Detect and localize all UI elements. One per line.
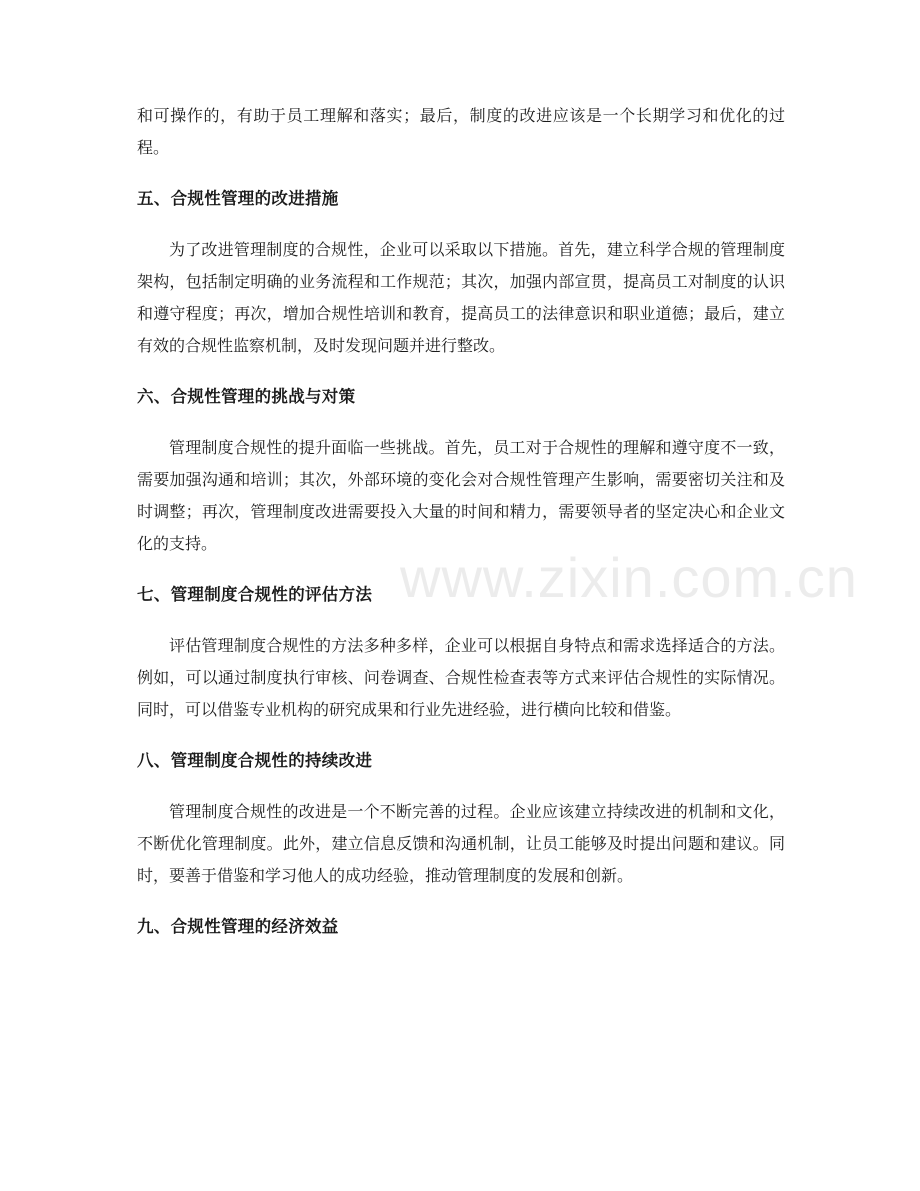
section-9-heading: 九、合规性管理的经济效益: [137, 917, 339, 936]
section-7-heading: 七、管理制度合规性的评估方法: [137, 585, 373, 604]
section-6-heading: 六、合规性管理的挑战与对策: [137, 387, 356, 406]
section-8-heading: 八、管理制度合规性的持续改进: [137, 751, 373, 770]
watermark: www.zixin.com.cn: [400, 546, 858, 609]
section-5-heading: 五、合规性管理的改进措施: [137, 189, 339, 208]
section-5-body: 为了改进管理制度的合规性，企业可以采取以下措施。首先，建立科学合规的管理制度架构，包括制定明确的业务流程和工作规范；其次，加强内部宣贯，提高员工对制度的认识和遵守程度；再次，增加合规性培训和教育，提高员工的法律意识和职业道德；最后，建立有效的合规性监察机制，及时发现问题并进行整改。: [137, 240, 785, 355]
intro-continuation: 和可操作的，有助于员工理解和落实；最后，制度的改进应该是一个长期学习和优化的过程。: [137, 106, 785, 157]
section-6-body: 管理制度合规性的提升面临一些挑战。首先，员工对于合规性的理解和遵守度不一致，需要加强沟通和培训；其次，外部环境的变化会对合规性管理产生影响，需要密切关注和及时调整；再次，管理制度改进需要投入大量的时间和精力，需要领导者的坚定决心和企业文化的支持。: [137, 438, 785, 553]
section-8-body: 管理制度合规性的改进是一个不断完善的过程。企业应该建立持续改进的机制和文化，不断优化管理制度。此外，建立信息反馈和沟通机制，让员工能够及时提出问题和建议。同时，要善于借鉴和学习他人的成功经验，推动管理制度的发展和创新。: [137, 802, 785, 885]
section-7-body: 评估管理制度合规性的方法多种多样，企业可以根据自身特点和需求选择适合的方法。例如，可以通过制度执行审核、问卷调查、合规性检查表等方式来评估合规性的实际情况。同时，可以借鉴专业机构的研究成果和行业先进经验，进行横向比较和借鉴。: [137, 636, 785, 719]
